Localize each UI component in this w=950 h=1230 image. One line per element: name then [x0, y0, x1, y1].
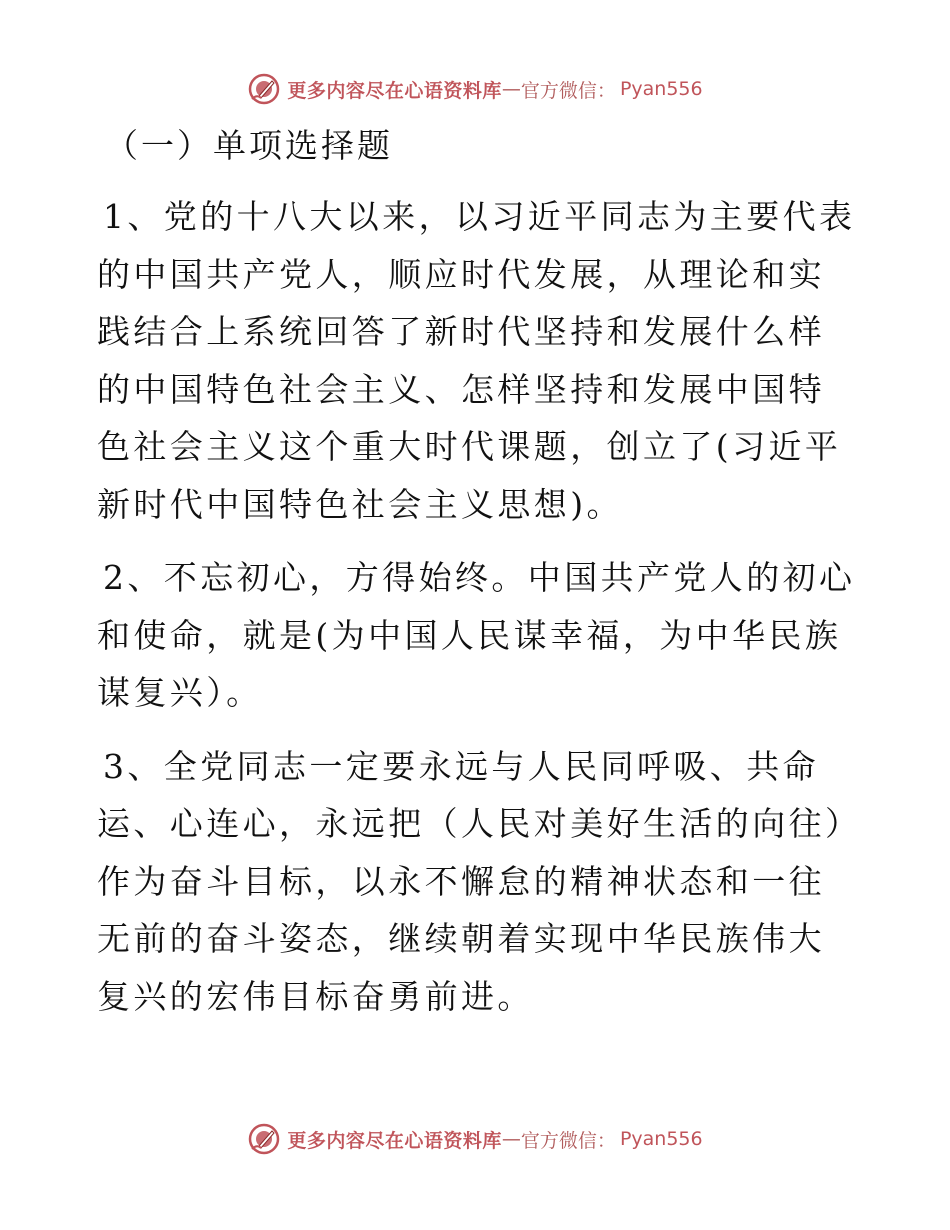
- pen-circle-logo-icon: [247, 72, 281, 106]
- question-number: 1: [103, 197, 128, 236]
- question-3: [97, 738, 857, 1026]
- watermark-wechat-id: Pyan556: [619, 78, 703, 100]
- watermark-separator: —: [501, 78, 521, 100]
- watermark-sub-text: 官方微信：: [520, 1129, 616, 1152]
- watermark-main-text: 更多内容尽在心语资料库: [287, 1129, 502, 1152]
- question-text: 、不忘初心，方得始终。中国共产党人的初心和使命，就是(为中国人民谋幸福，为中华民族谋复兴）。: [97, 558, 856, 712]
- question-2: [97, 549, 857, 722]
- watermark-main-text: 更多内容尽在心语资料库: [287, 79, 502, 102]
- question-text: 、全党同志一定要永远与人民同呼吸、共命运、心连心，永远把（人民对美好生活的向往）作为奋斗目标，以永不懈怠的精神状态和一往无前的奋斗姿态，继续朝着实现中华民族伟大复兴的宏伟目标奋勇前进。: [97, 746, 845, 1016]
- watermark-separator: —: [501, 1128, 521, 1150]
- question-number: 3: [103, 746, 128, 786]
- question-number: 2: [103, 558, 128, 597]
- watermark-sub-text: 官方微信：: [520, 79, 616, 102]
- pen-circle-logo-icon: [247, 1122, 281, 1156]
- watermark-wechat-id: Pyan556: [619, 1128, 703, 1150]
- watermark-footer: [0, 1122, 950, 1156]
- question-1: [97, 188, 857, 533]
- watermark-header: [0, 72, 950, 106]
- document-body: [97, 118, 857, 1041]
- section-title: （一）单项选择题: [105, 126, 393, 165]
- question-text: 、党的十八大以来，以习近平同志为主要代表的中国共产党人，顺应时代发展，从理论和实践结合上系统回答了新时代坚持和发展什么样的中国特色社会主义、怎样坚持和发展中国特色社会主义这个重大时代课题，创立了(习近平新时代中国特色社会主义思想)。: [97, 197, 856, 524]
